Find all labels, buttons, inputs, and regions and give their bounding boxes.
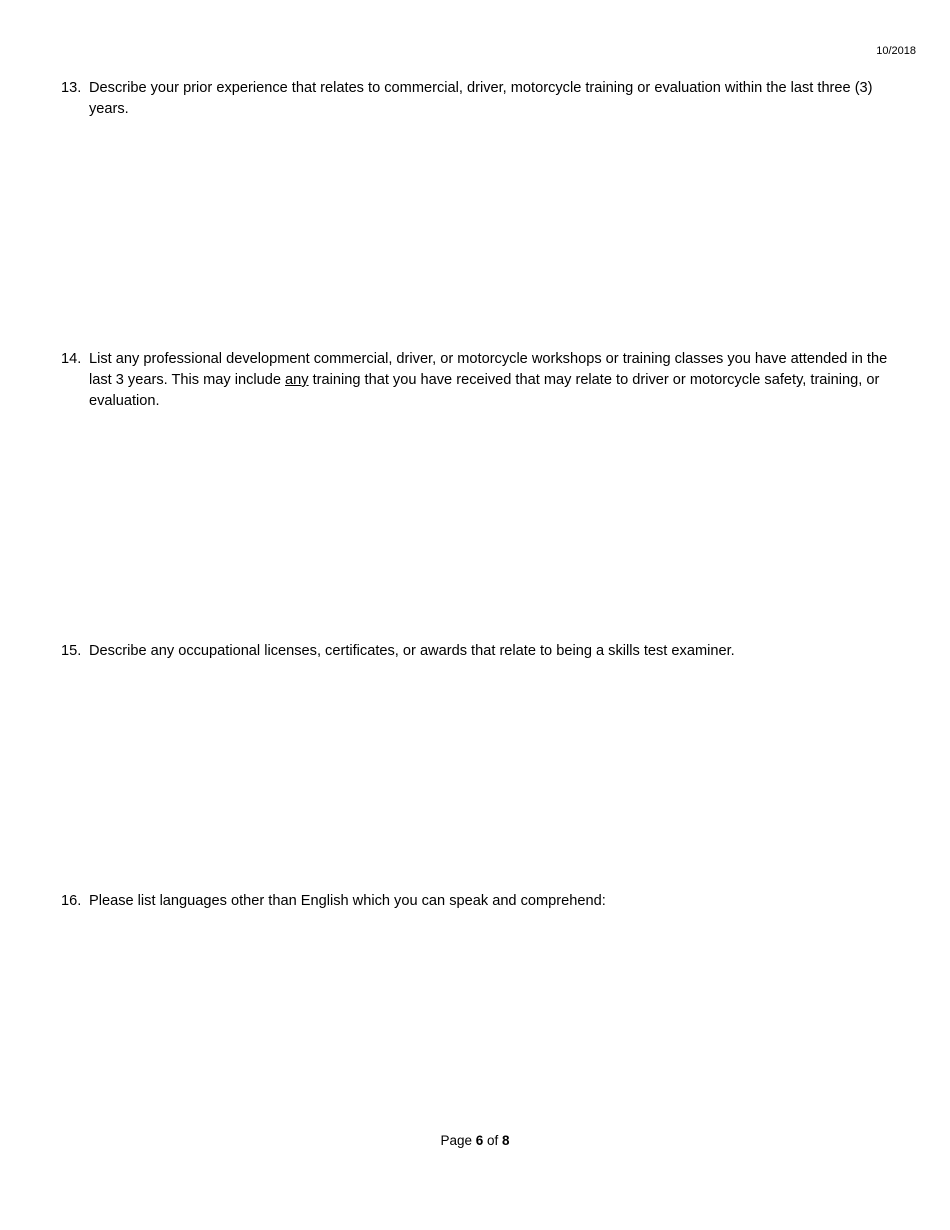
question-text: Describe any occupational licenses, certificates, or awards that relate to being a skills test examiner. <box>89 643 735 659</box>
question-number: 13. <box>61 80 82 96</box>
page-word: Page <box>440 1133 472 1148</box>
question-text-part: List any professional development commercial, driver, or motorcycle workshops or training classes you have attended in the last 3 years. This may include <box>89 351 888 388</box>
page-current: 6 <box>475 1133 484 1148</box>
question-14 <box>61 349 896 412</box>
page-footer <box>0 1133 950 1149</box>
question-number: 14. <box>61 351 82 367</box>
question-number: 16. <box>61 893 82 909</box>
question-16 <box>61 891 896 912</box>
question-text: Please list languages other than English which you can speak and comprehend: <box>89 893 606 909</box>
question-15 <box>61 641 896 662</box>
page-total: 8 <box>502 1133 510 1148</box>
question-text: Describe your prior experience that relates to commercial, driver, motorcycle training or evaluation within the last three (3) years. <box>89 80 873 117</box>
question-13 <box>61 78 896 120</box>
underlined-emphasis: any <box>285 372 309 388</box>
revision-date: 10/2018 <box>876 45 916 57</box>
question-number: 15. <box>61 643 82 659</box>
question-text-part: training that you have received that may relate to driver or motorcycle safety, training, or evaluation. <box>89 372 880 409</box>
of-word: of <box>487 1133 499 1148</box>
question-text <box>89 349 896 412</box>
